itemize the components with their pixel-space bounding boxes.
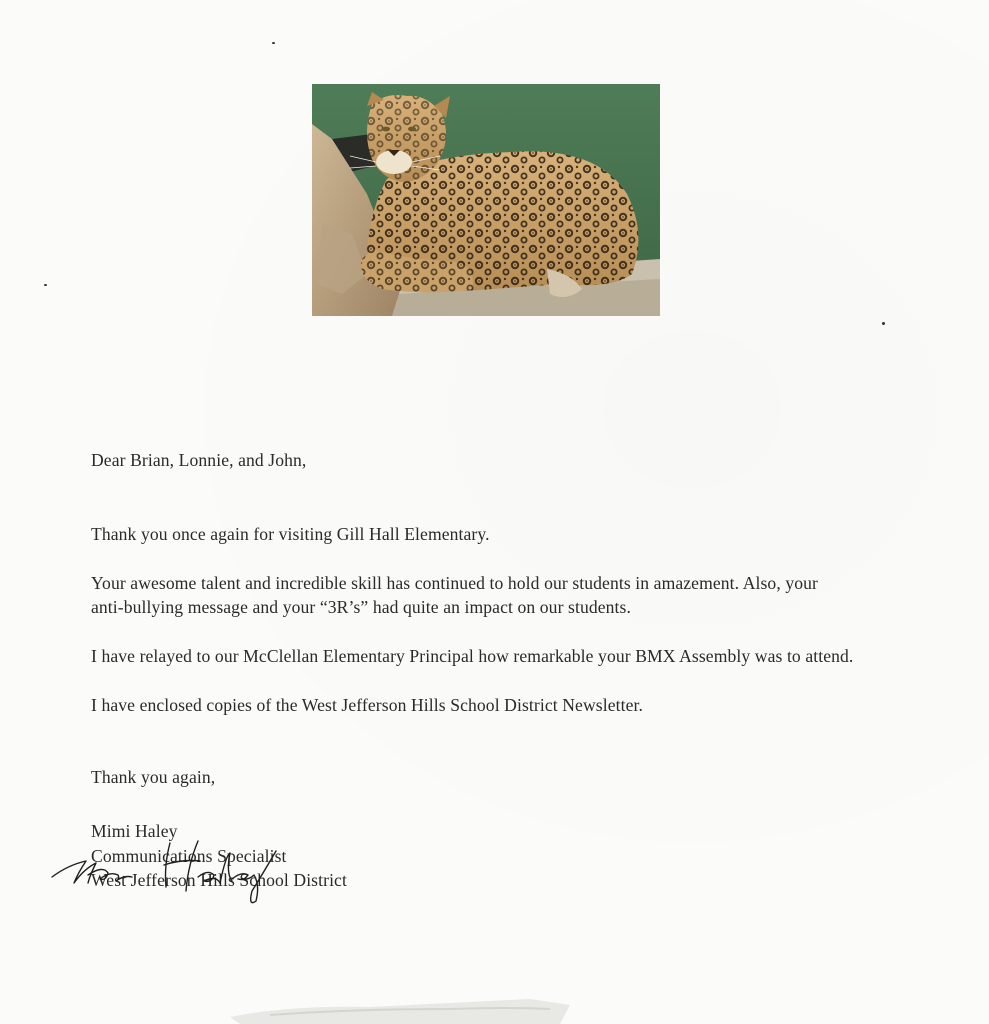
jaguar-photo: [312, 84, 660, 316]
letter-body: [91, 448, 891, 893]
scan-speck: [44, 284, 47, 286]
paragraph-newsletter: I have enclosed copies of the West Jefferson Hills School District Newsletter.: [91, 695, 643, 715]
signer-org: West Jefferson Hills School District: [91, 870, 347, 890]
closing: Thank you again,: [91, 767, 216, 787]
paragraph-thanks: Thank you once again for visiting Gill Hall Elementary.: [91, 524, 490, 544]
salutation: Dear Brian, Lonnie, and John,: [91, 450, 307, 470]
signer-name: Mimi Haley: [91, 821, 178, 841]
scan-smudge: [230, 985, 570, 1024]
signer-title: Communications Specialist: [91, 845, 287, 866]
scan-speck: [882, 322, 885, 325]
scan-speck: [272, 42, 275, 44]
paragraph-talent: Your awesome talent and incredible skill has continued to hold our students in amazement. Also, your anti-bullying message and your “3R’s” had quite an impact on our students.: [91, 573, 818, 617]
paragraph-principal: I have relayed to our McClellan Elementary Principal how remarkable your BMX Assembly was to attend.: [91, 646, 854, 666]
handwritten-signature: [48, 835, 288, 907]
